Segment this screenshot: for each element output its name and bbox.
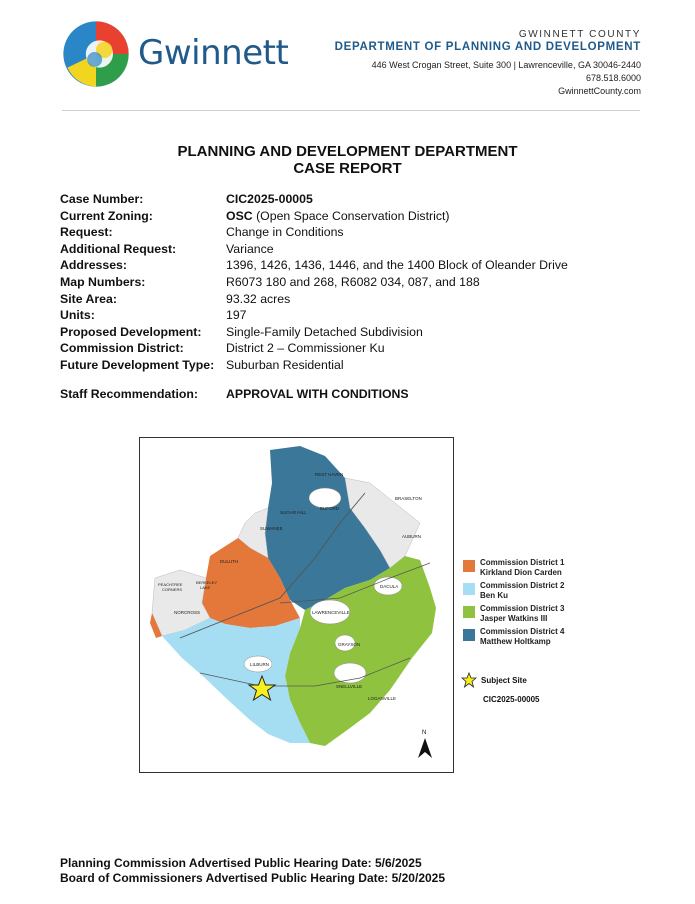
- logo-wordmark: Gwinnett: [138, 33, 289, 73]
- label-berkeley-lake: BERKELEY: [196, 580, 218, 585]
- addresses-row: [60, 257, 568, 274]
- additional-request-label: Additional Request:: [60, 241, 177, 256]
- subject-site-label: Subject Site: [481, 675, 527, 685]
- legend-2-name: Ben Ku: [480, 590, 508, 600]
- report-title: [0, 143, 695, 177]
- proposed-development-row: [60, 324, 568, 341]
- legend-swatch-1: [463, 560, 475, 572]
- label-grayson: GRAYSON: [338, 642, 361, 647]
- units-row: [60, 307, 568, 324]
- case-number-value: CIC2025-00005: [226, 192, 313, 206]
- label-rest-haven: REST HAVEN: [315, 472, 344, 477]
- legend-4-name: Matthew Holtkamp: [480, 636, 551, 646]
- gwinnett-logo-icon: [62, 20, 130, 88]
- commission-district-value: District 2 – Commissioner Ku: [226, 341, 385, 356]
- board-of-commissioners-hearing-date: Board of Commissioners Advertised Public Hearing Date: 5/20/2025: [60, 871, 446, 885]
- case-number-row: [60, 191, 568, 208]
- map-numbers-row: [60, 274, 568, 291]
- legend-district-4: [463, 627, 564, 646]
- current-zoning-label: Current Zoning:: [60, 208, 153, 223]
- department-name: DEPARTMENT OF PLANNING AND DEVELOPMENT: [334, 41, 641, 53]
- label-lilburn: LILBURN: [250, 662, 270, 667]
- city-buford: [309, 488, 341, 508]
- site-area-label: Site Area:: [60, 291, 117, 306]
- proposed-development-value: Single-Family Detached Subdivision: [226, 324, 423, 339]
- staff-recommendation-value: APPROVAL WITH CONDITIONS: [226, 387, 409, 401]
- department-website: GwinnettCounty.com: [558, 86, 641, 96]
- request-row: [60, 224, 568, 241]
- addresses-label: Addresses:: [60, 258, 127, 273]
- report-title-line1: PLANNING AND DEVELOPMENT DEPARTMENT: [177, 143, 518, 160]
- additional-request-value: Variance: [226, 241, 274, 256]
- legend-2-title: Commission District 2: [480, 581, 565, 590]
- label-sugar-hill: SUGAR HILL: [280, 510, 307, 515]
- county-map-svg: [140, 438, 453, 772]
- label-braselton: BRASELTON: [395, 496, 422, 501]
- current-zoning-row: [60, 208, 568, 225]
- label-snellville: SNELLVILLE: [336, 684, 363, 689]
- site-area-row: [60, 291, 568, 308]
- future-development-row: [60, 357, 568, 374]
- units-label: Units:: [60, 308, 95, 323]
- units-value: 197: [226, 308, 247, 323]
- additional-request-row: [60, 241, 568, 258]
- label-lawrenceville: LAWRENCEVILLE: [312, 610, 350, 615]
- map-numbers-label: Map Numbers:: [60, 274, 146, 289]
- legend-3-name: Jasper Watkins III: [480, 613, 548, 623]
- legend-swatch-3: [463, 606, 475, 618]
- request-value: Change in Conditions: [226, 225, 344, 240]
- label-auburn: AUBURN: [402, 534, 422, 539]
- legend-district-3: [463, 604, 564, 623]
- commission-district-map: [139, 437, 454, 773]
- future-development-value: Suburban Residential: [226, 357, 344, 372]
- staff-recommendation: [60, 387, 409, 401]
- label-norcross: NORCROSS: [174, 610, 201, 615]
- county-name: GWINNETT COUNTY: [518, 29, 641, 40]
- department-header: [335, 29, 641, 98]
- case-info-table: [60, 191, 568, 374]
- label-dacula: DACULA: [380, 584, 399, 589]
- department-phone: 678.518.6000: [585, 73, 641, 83]
- subject-site-legend-star-icon: [461, 672, 477, 688]
- legend-3-title: Commission District 3: [480, 604, 565, 613]
- label-berkeley-lake-2: LAKE: [200, 585, 211, 590]
- legend-swatch-2: [463, 583, 475, 595]
- label-peachtree: PEACHTREE: [158, 582, 183, 587]
- label-loganville: LOGANVILLE: [368, 696, 397, 701]
- commission-district-label: Commission District:: [60, 341, 184, 356]
- zoning-description: (Open Space Conservation District): [252, 208, 450, 223]
- north-arrow-icon: [418, 738, 432, 758]
- label-suwanee: SUWANEE: [260, 526, 283, 531]
- addresses-value: 1396, 1426, 1436, 1446, and the 1400 Block of Oleander Drive: [226, 258, 568, 273]
- hearing-dates: [60, 856, 445, 886]
- staff-recommendation-label: Staff Recommendation:: [60, 387, 199, 401]
- department-address: 446 West Crogan Street, Suite 300 | Lawrenceville, GA 30046-2440: [371, 60, 641, 70]
- legend-1-title: Commission District 1: [480, 558, 565, 567]
- map-numbers-value: R6073 180 and 268, R6082 034, 087, and 188: [226, 274, 480, 289]
- planning-commission-hearing-date: Planning Commission Advertised Public Hearing Date: 5/6/2025: [60, 856, 422, 870]
- label-duluth: DULUTH: [220, 559, 239, 564]
- map-legend: [463, 558, 564, 650]
- request-label: Request:: [60, 225, 113, 240]
- label-corners: CORNERS: [162, 587, 183, 592]
- legend-1-name: Kirkland Dion Carden: [480, 567, 562, 577]
- case-number-label: Case Number:: [60, 192, 144, 206]
- legend-4-title: Commission District 4: [480, 627, 565, 636]
- site-area-value: 93.32 acres: [226, 291, 291, 306]
- future-development-label: Future Development Type:: [60, 357, 215, 372]
- proposed-development-label: Proposed Development:: [60, 324, 202, 339]
- legend-district-2: [463, 581, 564, 600]
- header-divider: [62, 110, 640, 111]
- subject-site-legend: [461, 672, 527, 688]
- north-label: N: [422, 730, 427, 736]
- legend-district-1: [463, 558, 564, 577]
- zoning-code: OSC: [226, 208, 253, 223]
- subject-site-case-number: CIC2025-00005: [483, 695, 540, 704]
- report-title-line2: CASE REPORT: [293, 160, 402, 177]
- commission-district-row: [60, 340, 568, 357]
- legend-swatch-4: [463, 629, 475, 641]
- label-buford: BUFORD: [320, 506, 339, 511]
